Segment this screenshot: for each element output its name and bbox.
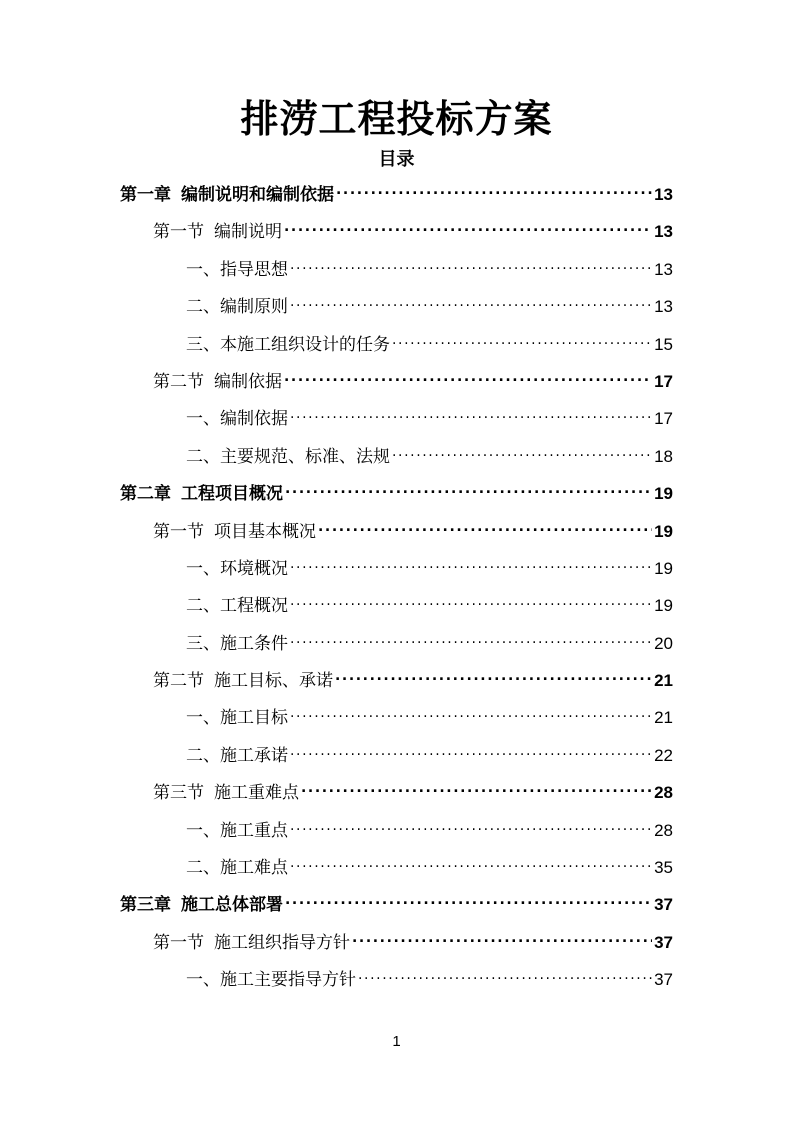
toc-entry-number: 第三章 [120, 895, 171, 916]
toc-entry-number: 一、 [186, 970, 220, 991]
toc-dot-leader [290, 741, 652, 761]
toc-entry-label [186, 556, 288, 582]
toc-dot-leader [358, 965, 652, 985]
toc-section-entry[interactable] [120, 666, 673, 703]
toc-entry-page: 17 [654, 409, 673, 429]
toc-dot-leader [290, 816, 652, 836]
toc-entry-number: 第二章 [120, 484, 171, 505]
toc-dot-leader [290, 255, 652, 275]
toc-entry-page: 13 [654, 259, 673, 279]
toc-entry-number: 第一节 [153, 932, 204, 953]
toc-entry-title: 编制依据 [214, 371, 282, 392]
toc-subsection-entry[interactable] [120, 404, 673, 441]
toc-dot-leader [290, 292, 652, 312]
toc-entry-title: 施工重难点 [214, 783, 299, 804]
document-title: 排涝工程投标方案 [240, 97, 553, 141]
table-of-contents [120, 180, 673, 1003]
toc-dot-leader [335, 666, 652, 686]
toc-subsection-entry[interactable] [120, 629, 673, 666]
toc-entry-title: 环境概况 [220, 558, 288, 579]
toc-entry-label [120, 481, 283, 507]
toc-section-entry[interactable] [120, 517, 673, 554]
toc-entry-number: 三、 [186, 633, 220, 654]
toc-entry-number: 一、 [186, 820, 220, 841]
toc-dot-leader [285, 890, 652, 910]
toc-entry-title: 施工主要指导方针 [220, 970, 356, 991]
toc-entry-title: 施工总体部署 [181, 895, 283, 916]
toc-entry-number: 二、 [186, 446, 220, 467]
toc-entry-label [186, 332, 390, 358]
toc-entry-page: 22 [654, 745, 673, 765]
toc-entry-label [153, 219, 282, 245]
toc-entry-title: 指导思想 [220, 259, 288, 280]
toc-dot-leader [284, 217, 652, 237]
toc-subsection-entry[interactable] [120, 816, 673, 853]
toc-entry-number: 二、 [186, 858, 220, 879]
toc-subsection-entry[interactable] [120, 330, 673, 367]
page-number: 1 [392, 1033, 401, 1050]
toc-entry-page: 37 [654, 970, 673, 990]
toc-entry-number: 一、 [186, 708, 220, 729]
toc-subsection-entry[interactable] [120, 255, 673, 292]
toc-entry-page: 13 [654, 222, 673, 242]
toc-subsection-entry[interactable] [120, 741, 673, 778]
toc-entry-page: 20 [654, 633, 673, 653]
toc-entry-title: 编制说明 [214, 222, 282, 243]
toc-entry-label [153, 668, 333, 694]
toc-entry-page: 28 [654, 783, 673, 803]
toc-entry-page: 35 [654, 858, 673, 878]
toc-entry-page: 18 [654, 446, 673, 466]
toc-entry-number: 第一节 [153, 521, 204, 542]
toc-entry-number: 第一章 [120, 185, 171, 205]
toc-entry-page: 37 [654, 932, 673, 952]
toc-entry-label [186, 631, 288, 657]
toc-subsection-entry[interactable] [120, 442, 673, 479]
toc-entry-page: 17 [654, 371, 673, 391]
toc-entry-page: 21 [654, 708, 673, 728]
toc-dot-leader [290, 591, 652, 611]
toc-entry-page: 15 [654, 334, 673, 354]
toc-entry-title: 项目基本概况 [214, 521, 316, 542]
toc-entry-label [186, 818, 288, 844]
toc-entry-label [186, 444, 390, 470]
toc-section-entry[interactable] [120, 778, 673, 815]
toc-entry-label [186, 257, 288, 283]
toc-entry-page: 13 [654, 185, 673, 204]
toc-entry-number: 第二节 [153, 671, 204, 692]
toc-dot-leader [290, 853, 652, 873]
toc-dot-leader [290, 554, 652, 574]
toc-entry-label [153, 519, 316, 545]
toc-entry-title: 本施工组织设计的任务 [220, 334, 390, 355]
toc-dot-leader [301, 778, 652, 798]
toc-entry-title: 施工组织指导方针 [214, 932, 350, 953]
toc-dot-leader [392, 330, 652, 350]
toc-dot-leader [392, 442, 652, 462]
toc-entry-number: 二、 [186, 745, 220, 766]
toc-entry-label [153, 930, 350, 956]
toc-entry-page: 19 [654, 521, 673, 541]
toc-dot-leader [318, 517, 652, 537]
toc-entry-number: 一、 [186, 259, 220, 280]
toc-subsection-entry[interactable] [120, 591, 673, 628]
toc-entry-number: 第二节 [153, 371, 204, 392]
toc-subsection-entry[interactable] [120, 853, 673, 890]
toc-section-entry[interactable] [120, 367, 673, 404]
toc-dot-leader [290, 703, 652, 723]
toc-entry-label [120, 182, 334, 208]
toc-entry-label [153, 369, 282, 395]
toc-entry-page: 37 [654, 895, 673, 915]
toc-entry-number: 三、 [186, 334, 220, 355]
toc-entry-page: 21 [654, 671, 673, 691]
toc-entry-number: 第三节 [153, 783, 204, 804]
toc-entry-label [186, 294, 288, 320]
toc-entry-title: 施工难点 [220, 858, 288, 879]
toc-entry-label [186, 406, 288, 432]
toc-subsection-entry[interactable] [120, 965, 673, 1002]
toc-dot-leader [285, 479, 652, 499]
toc-heading: 目录 [378, 149, 415, 170]
toc-entry-page: 19 [654, 596, 673, 616]
toc-entry-title: 施工目标 [220, 708, 288, 729]
toc-entry-label [186, 967, 356, 993]
toc-section-entry[interactable] [120, 217, 673, 254]
toc-entry-label [186, 593, 288, 619]
toc-entry-label [153, 780, 299, 806]
toc-dot-leader [290, 404, 652, 424]
toc-entry-title: 施工重点 [220, 820, 288, 841]
toc-entry-title: 编制说明和编制依据 [181, 185, 334, 205]
toc-entry-label [186, 855, 288, 881]
toc-entry-number: 第一节 [153, 222, 204, 243]
toc-entry-number: 二、 [186, 297, 220, 318]
toc-entry-page: 13 [654, 297, 673, 317]
toc-entry-title: 施工条件 [220, 633, 288, 654]
toc-dot-leader [290, 629, 652, 649]
toc-entry-title: 工程概况 [220, 596, 288, 617]
toc-entry-title: 施工承诺 [220, 745, 288, 766]
toc-entry-label [186, 743, 288, 769]
toc-dot-leader [284, 367, 652, 387]
toc-entry-title: 主要规范、标准、法规 [220, 446, 390, 467]
toc-entry-label [186, 705, 288, 731]
toc-subsection-entry[interactable] [120, 554, 673, 591]
toc-entry-page: 19 [654, 484, 673, 504]
toc-chapter-entry[interactable] [120, 180, 673, 217]
toc-entry-title: 编制原则 [220, 297, 288, 318]
toc-subsection-entry[interactable] [120, 292, 673, 329]
toc-entry-number: 一、 [186, 409, 220, 430]
toc-entry-title: 工程项目概况 [181, 484, 283, 505]
toc-section-entry[interactable] [120, 928, 673, 965]
toc-entry-title: 施工目标、承诺 [214, 671, 333, 692]
toc-entry-title: 编制依据 [220, 409, 288, 430]
toc-chapter-entry[interactable] [120, 479, 673, 516]
toc-entry-number: 二、 [186, 596, 220, 617]
toc-chapter-entry[interactable] [120, 890, 673, 927]
toc-subsection-entry[interactable] [120, 703, 673, 740]
toc-dot-leader [352, 928, 652, 948]
toc-dot-leader [336, 180, 652, 200]
toc-entry-label [120, 892, 283, 918]
toc-entry-number: 一、 [186, 558, 220, 579]
toc-entry-page: 19 [654, 558, 673, 578]
toc-entry-page: 28 [654, 820, 673, 840]
